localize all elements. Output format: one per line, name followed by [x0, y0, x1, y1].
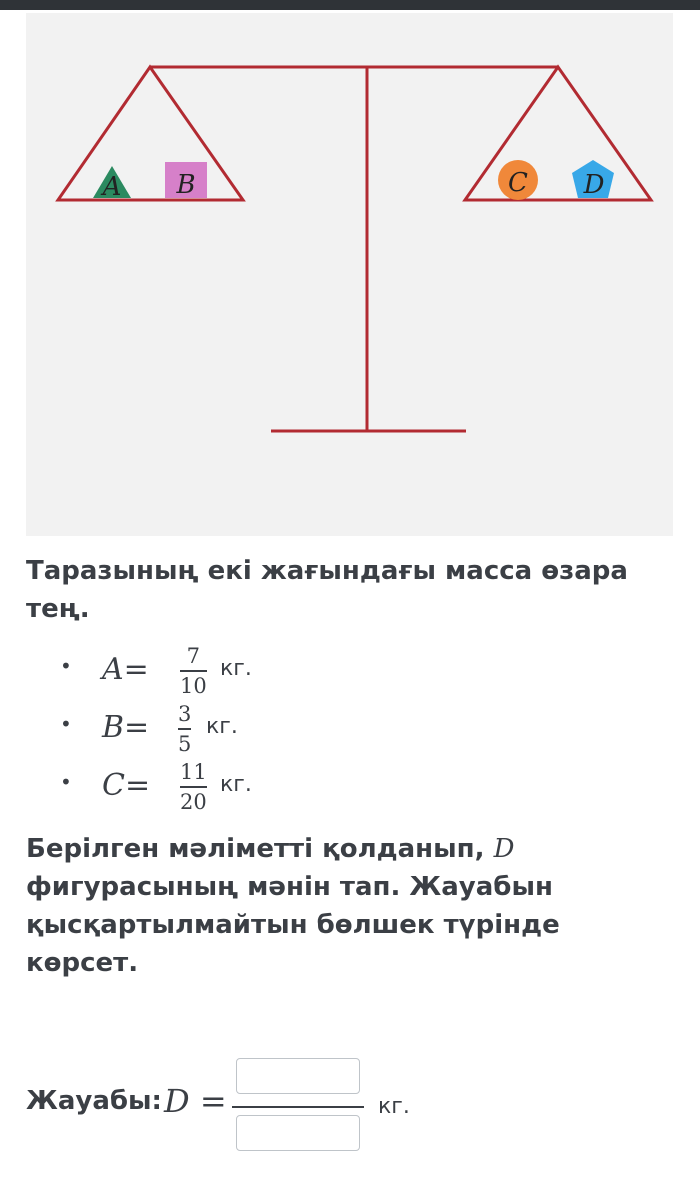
mass-fraction-c: $\frac{11}{20}$ — [180, 760, 207, 814]
balance-scale-figure — [26, 13, 673, 536]
mass-fraction-a: $\frac{7}{10}$ — [180, 644, 207, 698]
bullet: • — [60, 654, 72, 678]
top-bar — [0, 0, 700, 10]
right-pan — [465, 67, 651, 200]
mass-unit-a: кг. — [220, 656, 252, 681]
bullet: • — [60, 770, 72, 794]
mass-var-b: B= — [102, 709, 150, 745]
answer-expression: D = — [164, 1082, 227, 1120]
left-pan — [58, 67, 243, 200]
task-text — [26, 830, 666, 982]
task-prefix: Берілген мәліметті қолданып, — [26, 834, 485, 864]
mass-unit-c: кг. — [220, 772, 252, 797]
bullet: • — [60, 712, 72, 736]
mass-var-a: A= — [102, 651, 149, 687]
shape-d-label: D — [583, 170, 605, 200]
shape-c-label: C — [508, 168, 528, 198]
mass-var-c: C= — [102, 767, 151, 803]
task-var: D — [493, 834, 515, 864]
numerator-input[interactable] — [236, 1058, 360, 1094]
answer-unit: кг. — [378, 1094, 410, 1119]
fraction-bar — [232, 1106, 364, 1108]
answer-label: Жауабы: — [26, 1086, 162, 1116]
problem-statement: Таразының екі жағындағы масса өзара тең. — [26, 556, 628, 624]
task-rest: фигурасының мәнін тап. Жауабын қысқартылмайтын бөлшек түрінде көрсет. — [26, 872, 560, 978]
mass-unit-b: кг. — [206, 714, 238, 739]
shape-a-label: A — [102, 172, 122, 202]
mass-fraction-b: $\frac{3}{5}$ — [178, 702, 192, 756]
denominator-input[interactable] — [236, 1115, 360, 1151]
balance-scale-drawing — [26, 13, 673, 536]
shape-b-label: B — [176, 170, 196, 200]
